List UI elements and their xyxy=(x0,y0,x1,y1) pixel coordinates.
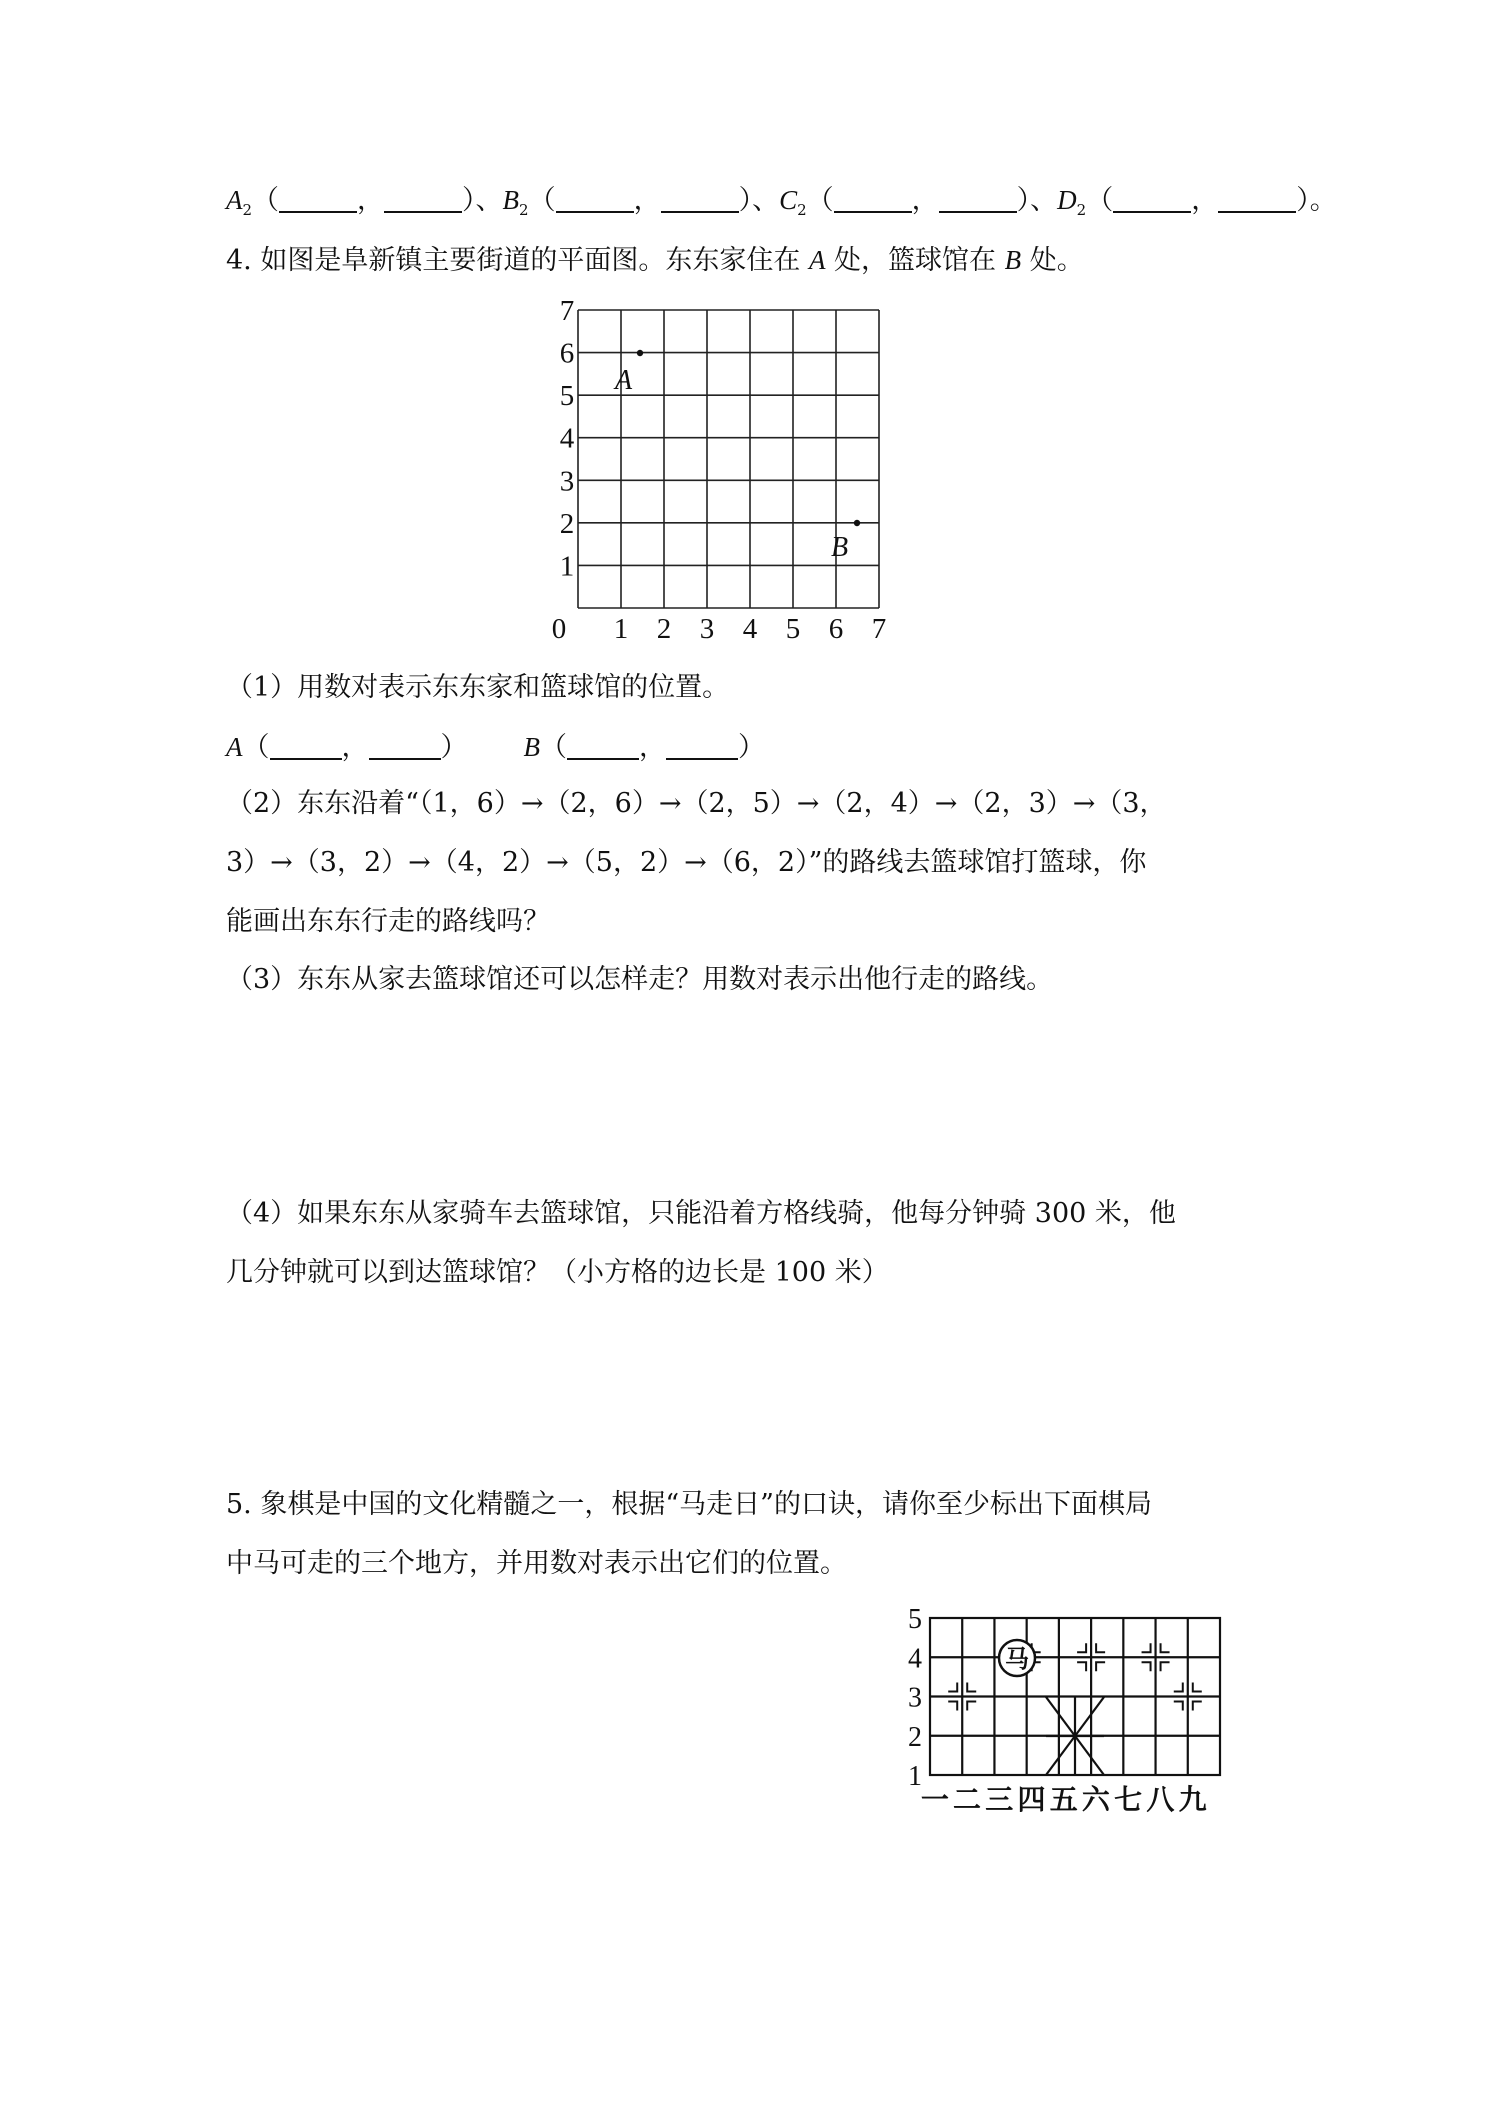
y-tick-label: 1 xyxy=(559,550,575,583)
x-tick-label: 3 xyxy=(699,613,715,645)
answer-blank[interactable] xyxy=(556,185,634,213)
q4-part2-line2: 3）→（3，2）→（4，2）→（5，2）→（6，2）”的路线去篮球馆打篮球，你 xyxy=(226,847,1147,878)
answer-blank[interactable] xyxy=(661,185,739,213)
q4-part1-answers: A（ ， ） B（ ， ） xyxy=(226,732,765,763)
position-mark xyxy=(948,1683,957,1692)
answer-blank[interactable] xyxy=(1218,185,1296,213)
q4-part1: （1）用数对表示东东家和篮球馆的位置。 xyxy=(226,672,730,703)
y-tick-label: 2 xyxy=(559,507,575,540)
column-label: 九 xyxy=(1178,1785,1207,1816)
position-mark xyxy=(1193,1683,1202,1692)
point-c2: $C_2$ xyxy=(779,185,807,219)
answer-blank[interactable] xyxy=(666,732,738,760)
y-axis-ticks xyxy=(560,295,575,582)
answer-blank[interactable] xyxy=(939,185,1017,213)
column-label: 三 xyxy=(985,1785,1014,1816)
position-mark xyxy=(1161,1643,1170,1652)
answer-blank[interactable] xyxy=(384,185,462,213)
position-mark xyxy=(1161,1662,1170,1671)
point-d2: $D_2$ xyxy=(1057,185,1087,219)
x-tick-label: 7 xyxy=(871,613,887,645)
column-label: 六 xyxy=(1081,1785,1110,1816)
position-mark xyxy=(1193,1702,1202,1711)
row-label: 2 xyxy=(908,1721,922,1753)
column-label: 二 xyxy=(953,1785,982,1816)
q5-line1: 5. 象棋是中国的文化精髓之一，根据“马走日”的口诀，请你至少标出下面棋局 xyxy=(226,1489,1152,1520)
street-grid-figure xyxy=(551,295,920,645)
q5-line2: 中马可走的三个地方，并用数对表示出它们的位置。 xyxy=(226,1548,847,1579)
answer-blank[interactable] xyxy=(834,185,912,213)
q4-part2-line1: （2）东东沿着“（1，6）→（2，6）→（2，5）→（2，4）→（2，3）→（3， xyxy=(226,788,1167,819)
point-b2: $B_2$ xyxy=(502,185,529,219)
horse-piece-label: 马 xyxy=(1005,1647,1029,1673)
row-labels xyxy=(908,1604,922,1792)
x-tick-label: 5 xyxy=(785,613,801,645)
answer-blank[interactable] xyxy=(279,185,357,213)
position-mark xyxy=(1096,1643,1105,1652)
answer-blank[interactable] xyxy=(270,732,342,760)
answer-blank[interactable] xyxy=(567,732,639,760)
y-tick-label: 3 xyxy=(559,465,575,498)
point-b-dot xyxy=(854,520,860,526)
palace-diagonals xyxy=(1046,1697,1104,1775)
column-labels xyxy=(921,1784,1207,1816)
position-mark xyxy=(967,1702,976,1711)
grid-lines xyxy=(578,310,879,608)
column-label: 七 xyxy=(1114,1785,1143,1816)
position-mark xyxy=(1096,1662,1105,1671)
point-a-label: A xyxy=(615,365,633,396)
position-mark xyxy=(1174,1702,1183,1711)
q4-part4-line1: （4）如果东东从家骑车去篮球馆，只能沿着方格线骑，他每分钟骑 300 米，他 xyxy=(226,1198,1176,1229)
x-axis-ticks xyxy=(552,613,887,645)
x-tick-label: 1 xyxy=(613,613,629,645)
row-label: 1 xyxy=(908,1761,922,1792)
column-label: 一 xyxy=(920,1785,949,1816)
answer-blank[interactable] xyxy=(1113,185,1191,213)
row-label: 5 xyxy=(908,1604,922,1635)
y-tick-label: 6 xyxy=(559,337,575,370)
q4-prompt: 4. 如图是阜新镇主要街道的平面图。东东家住在 A 处，篮球馆在 B 处。 xyxy=(226,245,1084,276)
q3-answer-line: $A_2$（ ， ）、$B_2$（ ， ）、$C_2$（ ， ）、$D_2$（ ， ）。 xyxy=(226,185,1337,219)
position-mark xyxy=(1142,1643,1151,1652)
horse-piece xyxy=(999,1640,1035,1676)
column-label: 八 xyxy=(1146,1785,1175,1816)
column-label: 四 xyxy=(1017,1785,1046,1816)
y-tick-label: 4 xyxy=(559,422,575,455)
column-label: 五 xyxy=(1049,1785,1078,1816)
y-tick-label: 7 xyxy=(559,295,575,327)
x-tick-label: 0 xyxy=(551,613,567,645)
point-a-dot xyxy=(637,350,643,356)
row-label: 4 xyxy=(908,1643,922,1675)
x-tick-label: 4 xyxy=(742,613,758,645)
chess-board-figure xyxy=(905,1598,1265,1818)
answer-blank[interactable] xyxy=(369,732,441,760)
position-mark xyxy=(1174,1683,1183,1692)
y-tick-label: 5 xyxy=(559,380,575,413)
x-tick-label: 6 xyxy=(828,613,844,645)
position-mark xyxy=(967,1683,976,1692)
position-mark xyxy=(1077,1662,1086,1671)
point-b-label: B xyxy=(831,532,849,563)
q4-part4-line2: 几分钟就可以到达篮球馆？（小方格的边长是 100 米） xyxy=(226,1257,889,1288)
row-label: 3 xyxy=(908,1682,922,1714)
q4-part2-line3: 能画出东东行走的路线吗？ xyxy=(226,906,550,937)
position-mark xyxy=(1077,1643,1086,1652)
position-mark xyxy=(1142,1662,1151,1671)
point-a2: $A_2$ xyxy=(226,185,253,219)
position-mark xyxy=(948,1702,957,1711)
x-tick-label: 2 xyxy=(656,613,672,645)
q4-part3: （3）东东从家去篮球馆还可以怎样走？用数对表示出他行走的路线。 xyxy=(226,964,1054,995)
